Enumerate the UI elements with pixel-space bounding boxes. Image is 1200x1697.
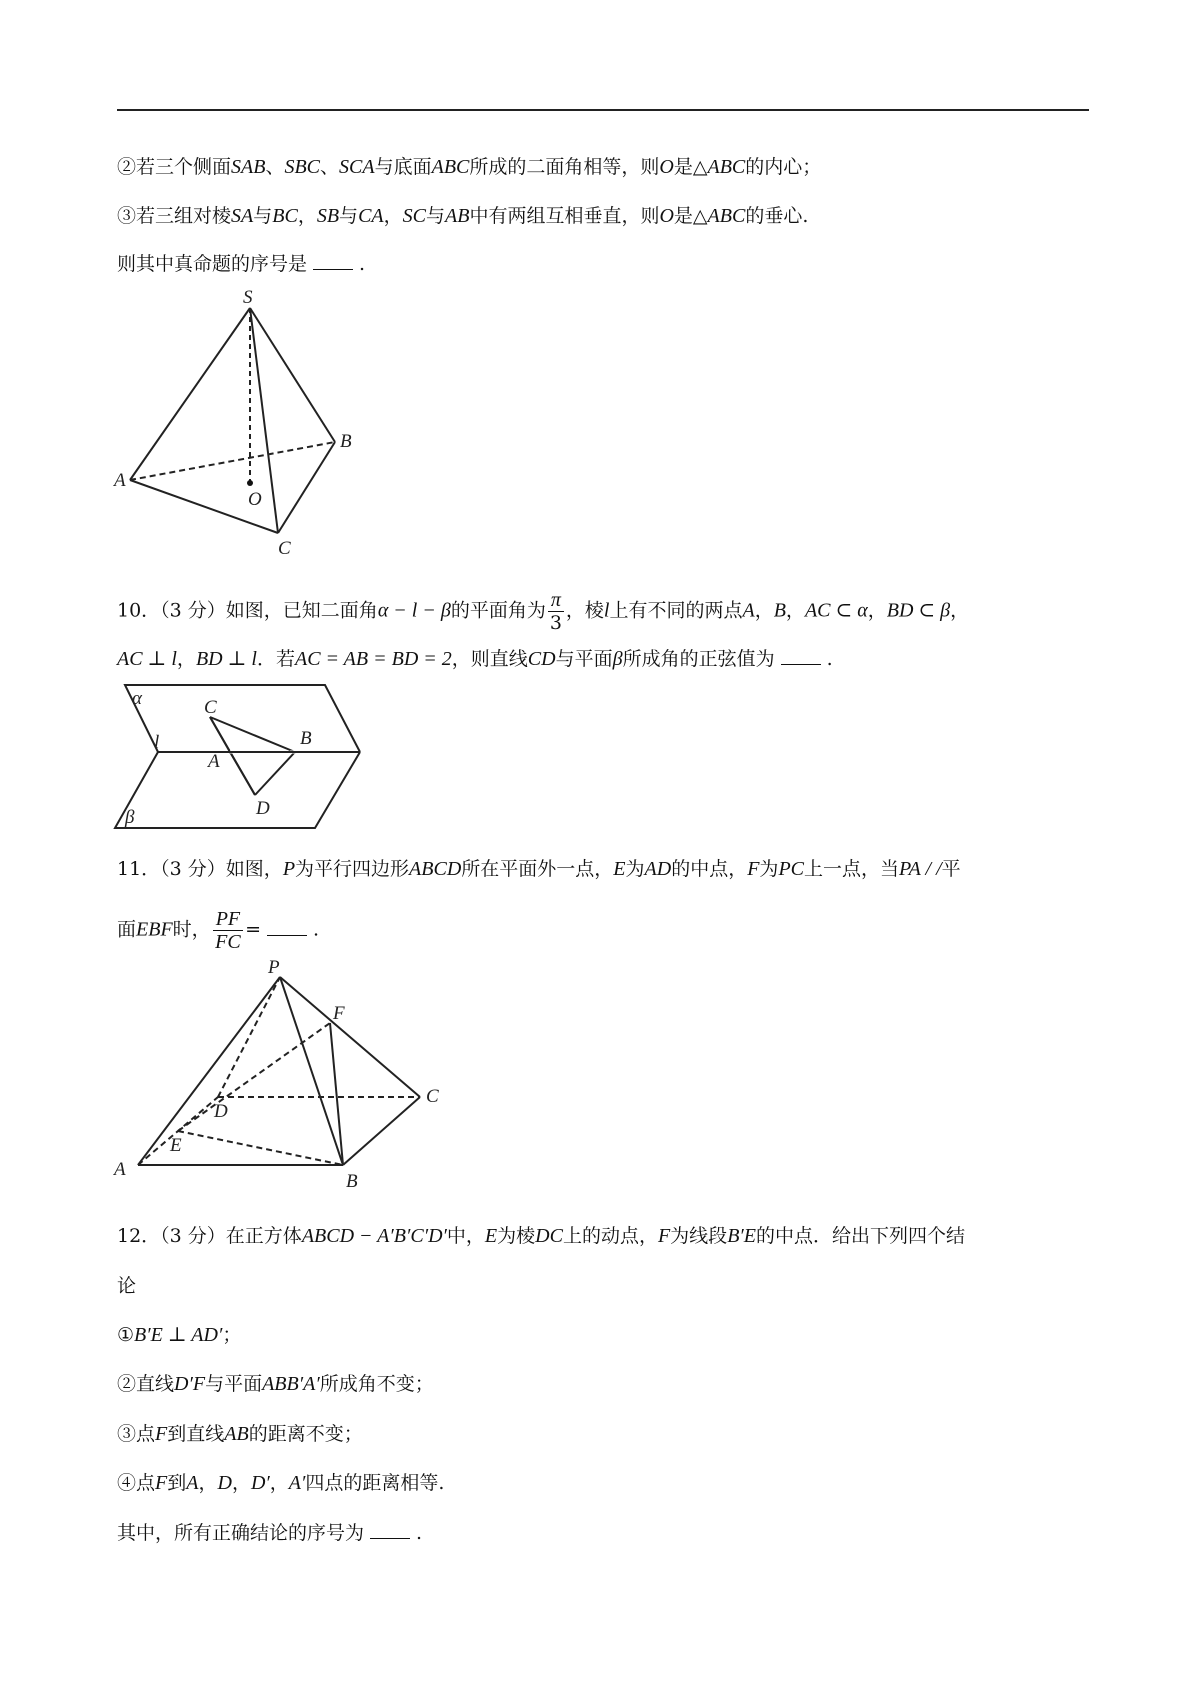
answer-blank: [370, 1522, 410, 1539]
label-C: C: [204, 697, 217, 718]
label-C: C: [426, 1086, 439, 1107]
text: 与平面: [555, 648, 613, 670]
q12-question: [117, 1520, 422, 1546]
text: 其中，所有正确结论的序号为: [117, 1522, 365, 1544]
text: ；: [222, 1324, 242, 1346]
label-P: P: [268, 957, 280, 978]
fraction-pf-fc: [213, 908, 243, 953]
label-B: B: [340, 431, 352, 452]
math: CD: [527, 648, 556, 670]
text: ，: [785, 599, 805, 622]
label-D: D: [214, 1101, 228, 1122]
text: ，: [950, 599, 970, 622]
text: 为线段: [670, 1225, 728, 1247]
text: 为: [759, 858, 779, 880]
text: 与: [339, 205, 359, 227]
text: 与平面: [205, 1373, 263, 1395]
math: SC: [402, 205, 426, 227]
text: 面: [117, 918, 137, 941]
math: l: [603, 599, 610, 622]
text: 上的动点，: [562, 1225, 658, 1247]
label-A: A: [114, 470, 126, 491]
text: ，: [231, 1472, 251, 1494]
text: 上有不同的两点: [609, 599, 743, 622]
math: SA: [231, 205, 254, 227]
math: E: [484, 1225, 498, 1247]
q11-line-2: [117, 908, 319, 953]
math: E: [613, 858, 626, 880]
math: O: [659, 156, 674, 178]
math: AC ⊥ l: [117, 648, 177, 670]
text: 11．（3 分）如图，: [117, 858, 283, 880]
fraction-denominator: 3: [549, 612, 562, 634]
q12-line-2: [117, 1273, 136, 1299]
q12-conclusion-2: [117, 1371, 434, 1397]
text: ，: [269, 1472, 289, 1494]
math: SCA: [339, 156, 375, 178]
text: 论: [117, 1275, 137, 1297]
text: 四点的距离相等.: [305, 1472, 445, 1494]
q12-conclusion-3: [117, 1421, 363, 1447]
q12-conclusion-4: [117, 1470, 444, 1496]
text: ，: [383, 205, 403, 227]
dihedral-angle-figure: [110, 680, 370, 835]
text: 所在平面外一点，: [461, 858, 614, 880]
math: DC: [535, 1225, 563, 1247]
math: CA: [358, 205, 384, 227]
math: AC = AB = BD = 2: [294, 648, 452, 670]
text: 中有两组互相垂直，则: [469, 205, 660, 227]
math: B′E ⊥ AD′: [134, 1324, 223, 1346]
label-alpha: α: [132, 688, 142, 709]
text: =: [245, 918, 262, 941]
text: ②直线: [117, 1373, 175, 1395]
math: B′E: [727, 1225, 756, 1247]
math: D: [217, 1472, 232, 1494]
text: 时，: [172, 918, 211, 941]
label-l: l: [154, 732, 160, 753]
math: F: [657, 1225, 671, 1247]
text: 则其中真命题的序号是: [117, 253, 308, 275]
label-B: B: [300, 728, 312, 749]
answer-blank: [313, 253, 353, 270]
math: F: [155, 1423, 168, 1445]
text: .: [416, 1522, 423, 1544]
label-O: O: [248, 489, 262, 510]
text: 平: [941, 858, 961, 880]
text: 的中点．给出下列四个结: [756, 1225, 966, 1247]
q10-line-2: [117, 646, 833, 672]
header-rule: [117, 109, 1089, 111]
text: 的中点，: [671, 858, 748, 880]
fraction-numerator: PF: [213, 908, 243, 931]
text: 到直线: [167, 1423, 225, 1445]
text: 是△: [673, 156, 708, 178]
label-D: D: [256, 798, 270, 819]
answer-blank: [781, 648, 821, 665]
math: ABB′A′: [262, 1373, 320, 1395]
q9-item-2: [117, 154, 821, 180]
text: 为平行四边形: [295, 858, 410, 880]
text: ①: [117, 1324, 135, 1346]
math: A: [186, 1472, 199, 1494]
label-A: A: [208, 751, 220, 772]
math: AC ⊂ α: [804, 599, 868, 622]
pyramid-figure: [110, 955, 445, 1195]
math: AB: [445, 205, 470, 227]
text: 上一点，当: [804, 858, 900, 880]
text: .: [359, 253, 366, 275]
math: BD ⊂ β: [886, 599, 951, 622]
answer-blank: [267, 919, 307, 936]
text: ，: [198, 1472, 218, 1494]
math: β: [612, 648, 623, 670]
label-beta: β: [125, 807, 135, 828]
text: 12．（3 分）在正方体: [117, 1225, 302, 1247]
math: F: [747, 858, 760, 880]
math: SB: [316, 205, 340, 227]
math: EBF: [136, 918, 173, 941]
math: BC: [272, 205, 298, 227]
math: AD: [644, 858, 672, 880]
text: 的距离不变；: [248, 1423, 363, 1445]
math: AB: [224, 1423, 249, 1445]
text: ④点: [117, 1472, 156, 1494]
text: ②若三个侧面: [117, 156, 232, 178]
q11-line-1: [117, 856, 961, 882]
text: .: [826, 648, 833, 670]
text: ③点: [117, 1423, 156, 1445]
text: 的垂心.: [745, 205, 809, 227]
q9-item-3: [117, 203, 808, 229]
label-S: S: [243, 290, 253, 308]
text: ，则直线: [451, 648, 528, 670]
text: 与底面: [374, 156, 432, 178]
text: 所成角不变；: [319, 1373, 434, 1395]
fraction-denominator: FC: [215, 931, 241, 953]
math: A′: [288, 1472, 306, 1494]
label-E: E: [170, 1135, 182, 1156]
text: ③若三组对棱: [117, 205, 232, 227]
math: ABC: [707, 205, 746, 227]
tetrahedron-figure: [110, 290, 370, 560]
text: 的平面角为: [450, 599, 546, 622]
text: ，: [297, 205, 317, 227]
label-A: A: [114, 1159, 126, 1180]
text: .: [313, 918, 320, 941]
text: 到: [167, 1472, 187, 1494]
text: 与: [253, 205, 273, 227]
math: F: [155, 1472, 168, 1494]
math: ABC: [707, 156, 746, 178]
text: ．若: [256, 648, 295, 670]
math: D′F: [174, 1373, 206, 1395]
text: ，棱: [565, 599, 604, 622]
text: 、: [265, 156, 285, 178]
fraction-numerator: π: [548, 589, 564, 612]
label-B: B: [346, 1171, 358, 1192]
text: 、: [320, 156, 340, 178]
math: D′: [250, 1472, 270, 1494]
text: ，: [754, 599, 774, 622]
q12-conclusion-1: [117, 1322, 241, 1348]
math: O: [659, 205, 674, 227]
fraction-pi-3: [548, 589, 564, 634]
text: 为棱: [497, 1225, 536, 1247]
text: ，: [176, 648, 196, 670]
text: 中，: [446, 1225, 485, 1247]
text: 的内心；: [745, 156, 822, 178]
q10-line-1: [117, 589, 969, 634]
math: ABC: [431, 156, 470, 178]
math: ABCD − A′B′C′D′: [301, 1225, 447, 1247]
text: 所成角的正弦值为: [622, 648, 775, 670]
math: SAB: [231, 156, 266, 178]
text: 是△: [673, 205, 708, 227]
q9-question: [117, 251, 365, 277]
label-F: F: [333, 1003, 345, 1024]
math: PA / /: [899, 858, 942, 880]
text: ，: [867, 599, 887, 622]
label-C: C: [278, 538, 291, 559]
q12-line-1: [117, 1223, 965, 1249]
math: P: [282, 858, 296, 880]
text: 与: [425, 205, 445, 227]
math: α − l − β: [377, 599, 451, 622]
math: A: [742, 599, 755, 622]
text: 10．（3 分）如图，已知二面角: [117, 599, 378, 622]
text: 为: [625, 858, 645, 880]
math: ABCD: [409, 858, 462, 880]
text: 所成的二面角相等，则: [469, 156, 660, 178]
math: BD ⊥ l: [195, 648, 257, 670]
math: PC: [778, 858, 804, 880]
math: SBC: [284, 156, 321, 178]
math: B: [773, 599, 786, 622]
